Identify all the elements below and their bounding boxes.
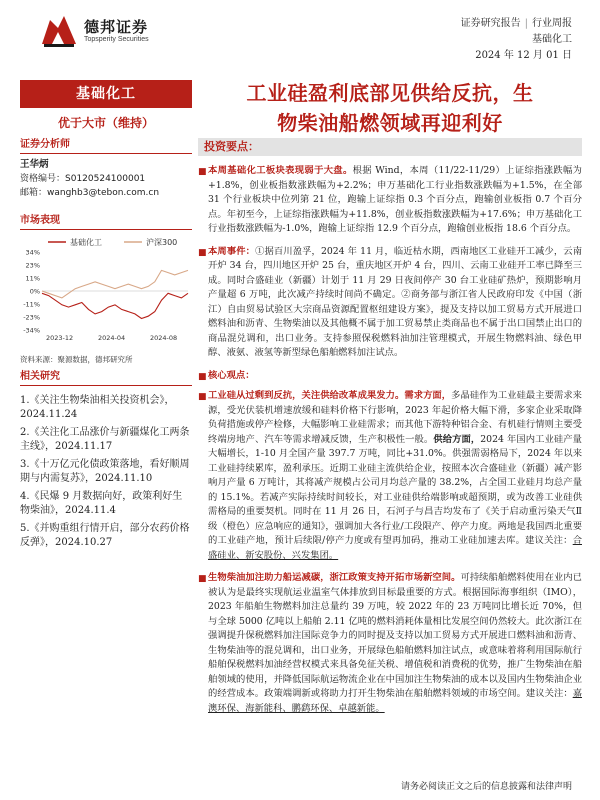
title-line-1: 工业硅盈利底部见供给反抗，生 [246, 81, 534, 105]
report-subtype: 行业周报 [532, 18, 572, 29]
analyst-info [20, 158, 159, 200]
paragraph-text: 根据 Wind，本周（11/22-11/29）上证综指涨跌幅为+1.8%，创业板指数涨跌幅为+2.2%；申万基础化工行业指数涨跌幅为+1.5%，在全部 31 个行业板块中位列第 21 位，跑输上证综指 0.3 个百分点，跑输创业板指 0.7 个百分点。年初至今，上证综指涨跌幅为+11.8%，创业板指数涨跌幅为+17.6%；申万基础化工行业指数涨跌幅为-1.0%，跑输上证综指 12.9 个百分点，跑输创业板指 18.6 个百分点。 [208, 165, 582, 234]
y-tick-label: -23% [23, 313, 40, 322]
report-date: 2024 年 12 月 01 日 [475, 50, 572, 61]
rating: 优于大市（维持） [57, 116, 154, 130]
tebon-logo-icon [40, 14, 78, 48]
legend-label: 沪深300 [146, 238, 178, 247]
related-reports [20, 390, 192, 550]
market-line-chart [20, 234, 192, 344]
analyst-section-title: 证券分析师 [20, 138, 192, 154]
paragraph-text: 可持续船舶燃料使用在业内已被认为是最终实现航运业温室气体排放到目标最重要的方式。根据国际海事组织（IMO），2023 年船舶生物燃料加注总量约 39 万吨，较 2022 年的 23 万吨同比增长近 70%，但与全球 5000 亿吨以上船舶 2.11 亿吨的燃料消耗体量相比发展空间仍然较大。此次浙江在强调提升保税燃料加注国际竞争力的同时提及支持以加工贸易方式开展进口燃料油和沥青、生物柴油等的混兑调和，出口业务，开展绿色船舶燃料加注试点，或意味着将利用国际航行船舶保税燃料加油经营权模式来具备免征关税、增值税和消费税的优势，推广生物柴油在船舶领域的使用，并降低国际航运物流企业在中国加注生物柴油的成本以及国内生物柴油企业的经营成本。政策端调新或将助力打开生物柴油在船舶燃料领域的市场空间。建议关注： [208, 572, 582, 699]
analyst-cert: 资格编号：S0120524100001 [20, 174, 146, 184]
related-report-item[interactable]: 3.《十万亿元化债政策落地，看好顺周期与内需复苏》，2024.11.10 [20, 459, 190, 484]
recommended-stocks[interactable]: 嘉澳环保、海新能科、鹏鹞环保、卓越新能。 [208, 688, 582, 714]
bullet-icon: ■ [198, 371, 207, 382]
report-header [0, 0, 600, 72]
bullet-icon: ■ [198, 167, 207, 177]
sidebar [20, 72, 192, 762]
y-tick-label: -11% [23, 300, 40, 309]
paragraph-heading: 本周事件： [208, 245, 256, 257]
paragraph-events [198, 245, 582, 361]
y-tick-label: -34% [23, 326, 40, 335]
x-tick-label: 2023-12 [46, 334, 74, 342]
x-tick-label: 2024-04 [98, 334, 126, 342]
analyst-email[interactable]: 邮箱：wanghb3@tebon.com.cn [20, 188, 160, 198]
main-content [198, 72, 582, 772]
disclaimer-footer: 请务必阅读正文之后的信息披露和法律声明 [400, 782, 572, 792]
recommended-stocks[interactable]: 合盛硅业、新安股份、兴发集团。 [208, 535, 582, 561]
report-sector: 基础化工 [532, 34, 572, 45]
series-line [42, 270, 188, 298]
company-name-en: Topsperity Securities [84, 36, 149, 43]
title-line-2: 物柴油船燃领域再迎利好 [277, 111, 503, 135]
paragraph-heading: 本周基础化工板块表现弱于大盘。 [208, 165, 353, 176]
bullet-icon: ■ [198, 247, 207, 258]
paragraph-heading: 工业硅从过剩到反抗，关注供给改革成果发力。需求方面， [208, 390, 452, 401]
report-title [198, 78, 582, 138]
paragraph-text: 2024 年国内工业硅产量大幅增长，1-10 月全国产量 397.7 万吨，同比+31.0%。供强需弱格局下，2024 年以来工业硅持续累库，盈利承压。近期工业硅主流供给企业，按照本次合盛硅业（新疆）减产影响月产量 6 万吨计，其将减产规模占公司月均总产量的 38.2%，占全国工业硅月均总产量的 15.1%。若减产实际持续时间较长，对工业硅供给端影响或超预期，或为改善工业硅供需格局的重要契机。同时在 11 月 26 日，石河子与昌吉均发布了《关于启动重污染天气Ⅱ级（橙色）应急响应的通知》，强调加大各行业/工段限产、停产力度。两地是我国西北重要的工业硅产地，预计后续限/停产力度或有望再加码，推动工业硅加速去库。建议关注： [208, 433, 582, 546]
related-report-item[interactable]: 5.《并购重组行情开启，部分农药价格反弹》，2024.10.27 [20, 523, 190, 548]
related-report-item[interactable]: 4.《民爆 9 月数据向好，政策利好生物柴油》，2024.11.4 [20, 491, 183, 516]
company-name-cn: 德邦证券 [84, 18, 149, 36]
key-points-header: 投资要点： [198, 138, 582, 156]
y-tick-label: 11% [25, 274, 40, 283]
industry-label: 基础化工 [20, 80, 192, 108]
legend-label: 基础化工 [70, 238, 102, 247]
report-meta: 证券研究报告 | 行业周报 基础化工 2024 年 12 月 01 日 [461, 16, 572, 64]
report-body [198, 164, 582, 724]
y-tick-label: 0% [29, 287, 40, 296]
paragraph-text: ①据百川盈孚，2024 年 11 月，临近枯水期，西南地区工业硅开工减少，云南开炉 34 台，四川地区开炉 25 台，重庆地区开炉 4 台，四川、云南工业硅开工率已降至三成。同时合盛硅业（新疆）计划于 11 月 29 日夜间停产 30 台工业硅矿热炉，预期影响月产量超 6 万吨，此次减产持续时间尚不确定。②商务部与浙江省人民政府印发《中国（浙江）自由贸易试验区大宗商品资源配置枢纽建设方案》，提及支持以加工贸易方式开展进口燃料油和沥青、生物柴油以及其他概不属于加工贸易禁止类商品也不属于出口国禁止出口的商品混兑调和，出口业务。支持参照保税燃料油加注管理模式，开展生物燃料油、绿色甲醇、液氨、液氢等新型绿色船舶燃料加注试点。 [208, 245, 582, 358]
paragraph-market [198, 164, 582, 237]
market-chart [20, 234, 192, 342]
core-views-label: 核心观点： [208, 369, 255, 381]
analyst-name: 王华炳 [20, 159, 49, 170]
related-section-title: 相关研究 [20, 370, 192, 386]
paragraph-biodiesel [198, 571, 582, 716]
paragraph-text: 多晶硅作为工业硅最主要需求来源，受光伏装机增速放缓和硅料价格下行影响，2023 年起价格大幅下滑，多家企业采取降负荷措施或停产检修，大幅影响工业硅需求；而其他下游特种铝合金、有机硅行情则主要受终端房地产、汽车等需求增减反馈，生产积极性一般。 [208, 390, 582, 445]
x-tick-label: 2024-08 [150, 334, 178, 342]
y-tick-label: 34% [25, 248, 40, 257]
bullet-icon: ■ [198, 392, 207, 402]
market-section-title: 市场表现 [20, 214, 192, 230]
paragraph-subheading: 供给方面， [433, 433, 481, 445]
core-views-heading [198, 369, 582, 384]
chart-source: 资料来源：聚源数据，德邦研究所 [20, 355, 133, 364]
bullet-icon: ■ [198, 574, 207, 584]
paragraph-heading: 生物柴油加注助力船运减碳，浙江政策支持开拓市场新空间。 [208, 572, 461, 583]
company-logo [40, 14, 160, 50]
related-report-item[interactable]: 1.《关注生物柴油相关投资机会》，2024.11.24 [20, 395, 175, 420]
report-type: 证券研究报告 [460, 18, 521, 29]
related-report-item[interactable]: 2.《关注化工品涨价与新疆煤化工两条主线》，2024.11.17 [20, 427, 190, 452]
y-tick-label: 23% [25, 261, 40, 270]
paragraph-silicon [198, 389, 582, 563]
